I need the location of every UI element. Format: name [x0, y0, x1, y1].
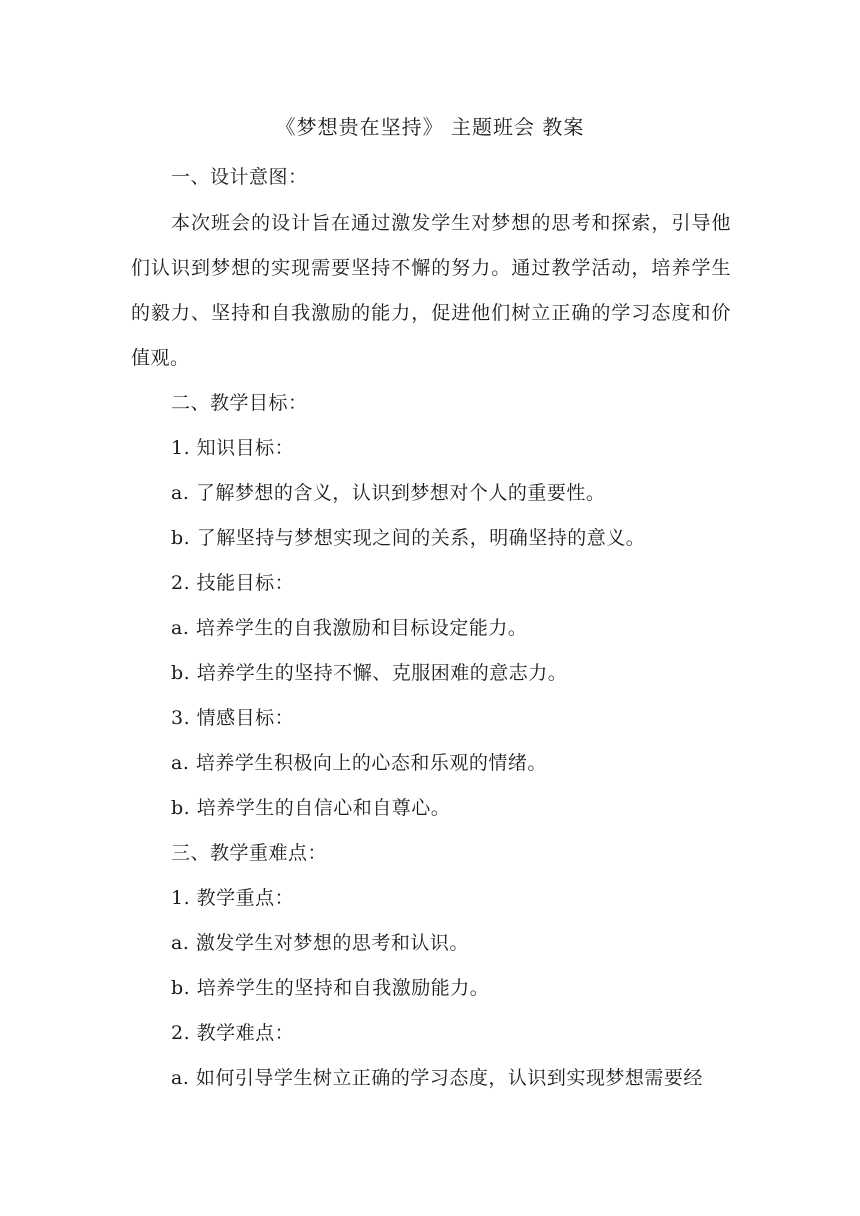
section-heading-teaching-goals: 二、教学目标：	[171, 392, 308, 414]
list-item: a. 激发学生对梦想的思考和认识。	[171, 932, 469, 954]
list-item: b. 培养学生的坚持不懈、克服困难的意志力。	[171, 662, 568, 684]
list-item: b. 培养学生的自信心和自尊心。	[171, 797, 451, 819]
goal-emotion-heading: 3. 情感目标：	[171, 707, 295, 729]
goal-knowledge-heading: 1. 知识目标：	[171, 437, 295, 459]
list-item: a. 了解梦想的含义，认识到梦想对个人的重要性。	[171, 482, 606, 504]
list-item: a. 如何引导学生树立正确的学习态度，认识到实现梦想需要经	[171, 1067, 703, 1089]
section-heading-design-intent: 一、设计意图：	[171, 166, 308, 188]
document-body	[131, 155, 731, 1101]
list-item: a. 培养学生积极向上的心态和乐观的情绪。	[171, 752, 547, 774]
goal-skill-heading: 2. 技能目标：	[171, 572, 295, 594]
list-item: b. 了解坚持与梦想实现之间的关系，明确坚持的意义。	[171, 527, 646, 549]
list-item: b. 培养学生的坚持和自我激励能力。	[171, 977, 490, 999]
list-item: a. 培养学生的自我激励和目标设定能力。	[171, 617, 528, 639]
section-heading-key-points: 三、教学重难点：	[171, 842, 328, 864]
design-intent-paragraph: 本次班会的设计旨在通过激发学生对梦想的思考和探索，引导他们认识到梦想的实现需要坚持不懈的努力。通过教学活动，培养学生的毅力、坚持和自我激励的能力，促进他们树立正确的学习态度和价值观。	[131, 212, 731, 369]
key-points-heading: 1. 教学重点：	[171, 887, 295, 909]
document-title: 《梦想贵在坚持》 主题班会 教案	[275, 115, 585, 139]
difficult-points-heading: 2. 教学难点：	[171, 1022, 295, 1044]
